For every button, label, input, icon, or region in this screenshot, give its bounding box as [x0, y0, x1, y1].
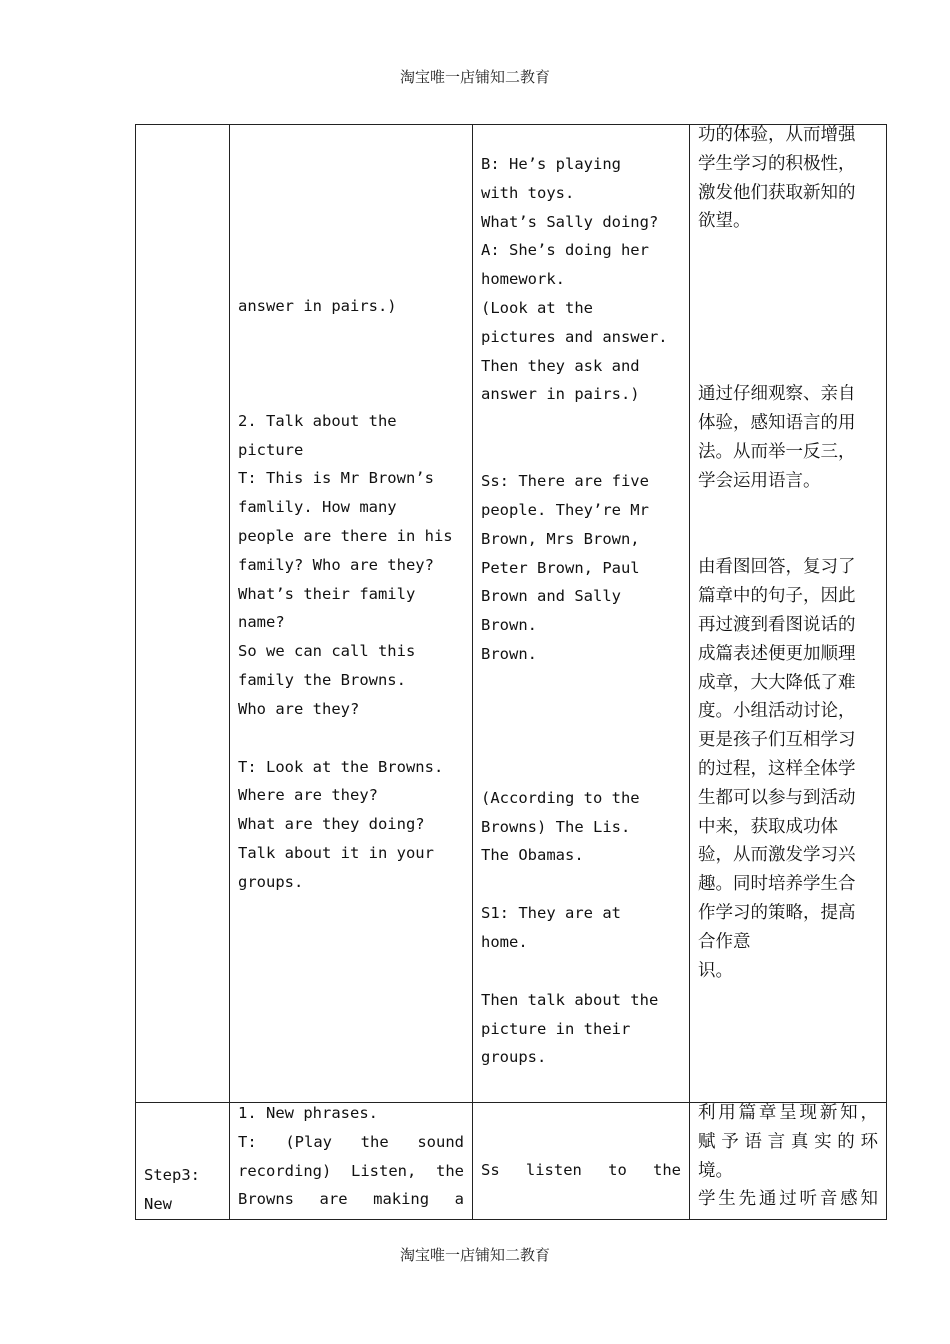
page-footer: 淘宝唯一店铺知二教育 — [399, 1246, 550, 1264]
student-activity-cell — [473, 125, 690, 1103]
student-text-e: Then talk about the picture in their groups. — [481, 990, 659, 1067]
intent-line: 学生先通过听音感知 — [698, 1189, 878, 1210]
student-line: Ss listen to the — [481, 1161, 681, 1179]
intent-line: 赋予语言真实的环 — [698, 1131, 878, 1152]
student-text-b: Ss: There are five people. They’re Mr Brown, Mrs Brown, Peter Brown, Paul Brown and Sally Brown. Brown. — [481, 472, 649, 663]
teacher-line: recording) Listen, the — [238, 1161, 464, 1180]
teacher-activity-cell — [230, 125, 473, 1103]
teacher-line: 1. New phrases. — [238, 1104, 378, 1122]
intent-text-b: 通过仔细观察、亲自 体验，感知语言的用 法。从而举一反三， 学会运用语言。 — [698, 384, 856, 491]
table-row — [136, 125, 887, 1103]
intent-text-c: 由看图回答，复习了 篇章中的句子，因此 再过渡到看图说话的 成篇表述便更加顺理 成章，大大降低了难 度。小组活动讨论， 更是孩子们互相学习 的过程，这样全体学 生都可以参与到活动 中来，获取成功体 验，从而激发学习兴 趣。同时培养学生合 作学习的策略，提高 合作意 识。 — [698, 557, 856, 981]
teacher-line: T: (Play the sound — [238, 1132, 464, 1151]
student-text-a: B: He’s playing with toys. What’s Sally doing? A: She’s doing her homework. (Look at the pictures and answer. Then they ask and answer in pairs.) — [481, 155, 668, 404]
teacher-line: Browns are making a — [238, 1190, 464, 1209]
page-header: 淘宝唯一店铺知二教育 — [399, 68, 550, 86]
lesson-plan-table — [135, 124, 887, 1220]
step-cell — [136, 125, 230, 1103]
design-intent-cell — [690, 125, 887, 1103]
step-cell — [136, 1103, 230, 1220]
design-intent-cell — [690, 1103, 887, 1220]
step-label: Step3: — [144, 1166, 200, 1184]
teacher-text-b: 2. Talk about the picture T: This is Mr Brown’s famlily. How many people are there in his family? Who are they? What’s their family name? So we can call this family the Browns. Who are they? — [238, 411, 453, 718]
teacher-text-a: answer in pairs.) — [238, 297, 397, 315]
table-row — [136, 1103, 887, 1220]
teacher-text-c: T: Look at the Browns. Where are they? What are they doing? Talk about it in your groups. — [238, 757, 444, 891]
student-activity-cell — [473, 1103, 690, 1220]
intent-text-a: 功的体验，从而增强 学生学习的积极性， 激发他们获取新知的 欲望。 — [698, 125, 856, 232]
intent-line: 利用篇章呈现新知， — [698, 1103, 878, 1123]
step-label: New — [144, 1194, 172, 1213]
student-text-c: (According to the Browns) The Lis. The Obamas. — [481, 788, 640, 865]
teacher-activity-cell — [230, 1103, 473, 1220]
student-text-d: S1: They are at home. — [481, 904, 621, 951]
intent-line: 境。 — [698, 1160, 733, 1181]
